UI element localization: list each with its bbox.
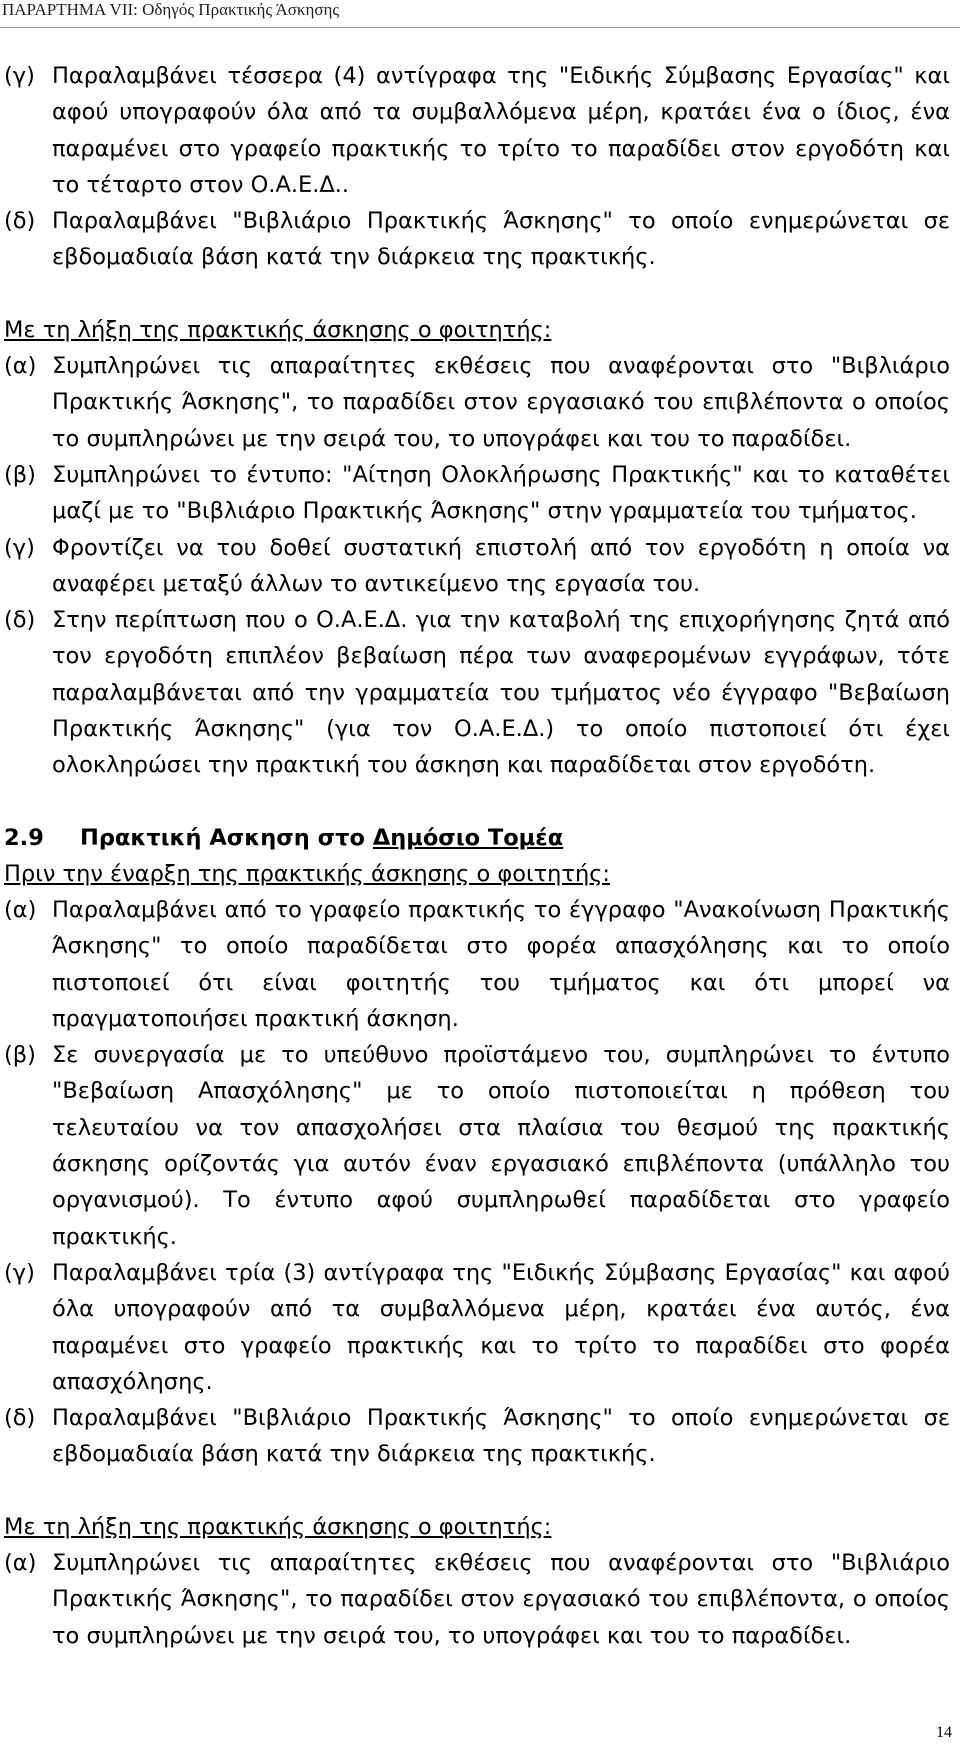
section-title-underlined: Δημόσιο Τομέα	[372, 824, 564, 851]
section-title	[80, 820, 563, 856]
item-label: (α)	[4, 1549, 37, 1576]
list-item	[4, 530, 950, 603]
item-text: Σε συνεργασία με το υπεύθυνο προϊστάμενο του, συμπληρώνει το έντυπο "Βεβαίωση Απασχόλησης" με το οποίο πιστοποιείται η πρόθεση του τελευταίου να τον απασχολήσει στα πλαίσια του θεσμού της πρακτικής άσκησης ορίζοντάς για αυτόν έναν εργασιακό επιβλέποντα (υπάλληλο του οργανισμού). Το έντυπο αφού συμπληρωθεί παραδίδεται στο γραφείο πρακτικής.	[52, 1042, 950, 1250]
list-item	[4, 457, 950, 530]
item-text: Παραλαμβάνει "Βιβλιάριο Πρακτικής Άσκησης" το οποίο ενημερώνεται σε εβδομαδιαία βάση κατά την διάρκεια της πρακτικής.	[52, 1405, 950, 1468]
list-item	[4, 348, 950, 457]
item-text: Φροντίζει να του δοθεί συστατική επιστολή από τον εργοδότη η οποία να αναφέρει μεταξύ άλλων το αντικείμενο της εργασία του.	[52, 534, 950, 597]
spacer	[4, 276, 950, 312]
item-label: (γ)	[4, 534, 35, 561]
item-text: Συμπληρώνει τις απαραίτητες εκθέσεις που αναφέρονται στο "Βιβλιάριο Πρακτικής Άσκησης", το παραδίδει στον εργασιακό του επιβλέποντα ο οποίος το συμπληρώνει με την σειρά του, το υπογράφει και του το παραδίδει.	[52, 353, 950, 452]
list-item	[4, 203, 950, 276]
section-number: 2.9	[4, 824, 44, 851]
item-label: (α)	[4, 353, 37, 380]
item-label: (γ)	[4, 63, 35, 89]
subheading-end-of-internship: Με τη λήξη της πρακτικής άσκησης ο φοιτητής:	[4, 1513, 552, 1540]
item-label: (α)	[4, 896, 37, 923]
item-label: (β)	[4, 1042, 36, 1069]
section-title-prefix: Πρακτική Ασκηση στο	[80, 824, 373, 851]
item-text: Παραλαμβάνει "Βιβλιάριο Πρακτικής Άσκησης" το οποίο ενημερώνεται σε εβδομαδιαία βάση κατά την διάρκεια της πρακτικής.	[52, 208, 950, 271]
item-text: Παραλαμβάνει από το γραφείο πρακτικής το έγγραφο "Ανακοίνωση Πρακτικής Άσκησης" το οποίο παραδίδεται στο φορέα απασχόλησης και το οποίο πιστοποιεί ότι είναι φοιτητής του τμήματος και ότι μπορεί να πραγματοποιήσει πρακτική άσκηση.	[52, 896, 950, 1032]
subheading-end-of-internship: Με τη λήξη της πρακτικής άσκησης ο φοιτητής:	[4, 316, 552, 343]
document-body	[4, 58, 950, 1654]
item-label: (δ)	[4, 607, 36, 634]
list-item	[4, 1545, 950, 1654]
item-label: (γ)	[4, 1259, 35, 1286]
item-text: Παραλαμβάνει τέσσερα (4) αντίγραφα της "Ειδικής Σύμβασης Εργασίας" και αφού υπογραφούν όλα από τα συμβαλλόμενα μέρη, κρατάει ένα ο ίδιος, ένα παραμένει στο γραφείο πρακτικής το τρίτο το παραδίδει στον εργοδότη και το τέταρτο στον Ο.Α.Ε.Δ..	[52, 63, 950, 198]
list-item	[4, 1037, 950, 1255]
item-label: (β)	[4, 461, 36, 488]
item-text: Παραλαμβάνει τρία (3) αντίγραφα της "Ειδικής Σύμβασης Εργασίας" και αφού όλα υπογραφούν από τα συμβαλλόμενα μέρη, κρατάει ένα αυτός, ένα παραμένει στο γραφείο πρακτικής και το τρίτο το παραδίδει στο φορέα απασχόλησης.	[52, 1259, 950, 1395]
spacer	[4, 784, 950, 820]
subheading-before-internship: Πριν την έναρξη της πρακτικής άσκησης ο φοιτητής:	[4, 860, 611, 887]
running-header: ΠΑΡΑΡΤΗΜΑ VII: Οδηγός Πρακτικής Άσκησης	[0, 0, 960, 28]
section-heading	[4, 820, 950, 856]
item-text: Συμπληρώνει τις απαραίτητες εκθέσεις που αναφέρονται στο "Βιβλιάριο Πρακτικής Άσκησης", το παραδίδει στον εργασιακό του επιβλέποντα, ο οποίος το συμπληρώνει με την σειρά του, το υπογράφει και του το παραδίδει.	[52, 1549, 950, 1649]
list-item	[4, 892, 950, 1037]
spacer	[4, 1473, 950, 1509]
item-text: Συμπληρώνει το έντυπο: "Αίτηση Ολοκλήρωσης Πρακτικής" και το καταθέτει μαζί με το "Βιβλιάριο Πρακτικής Άσκησης" στην γραμματεία του τμήματος.	[52, 461, 950, 525]
list-item	[4, 1255, 950, 1400]
list-item	[4, 602, 950, 783]
item-label: (δ)	[4, 208, 36, 235]
item-label: (δ)	[4, 1405, 36, 1432]
list-item	[4, 1400, 950, 1473]
list-item	[4, 58, 950, 203]
item-text: Στην περίπτωση που ο Ο.Α.Ε.Δ. για την καταβολή της επιχορήγησης ζητά από τον εργοδότη επιπλέον βεβαίωση πέρα των αναφερομένων εγγράφων, τότε παραλαμβάνεται από την γραμματεία του τμήματος νέο έγγραφο "Βεβαίωση Πρακτικής Άσκησης" (για τον Ο.Α.Ε.Δ.) το οποίο πιστοποιεί ότι έχει ολοκληρώσει την πρακτική του άσκηση και παραδίδεται στον εργοδότη.	[52, 607, 950, 779]
page-number: 14	[936, 1724, 952, 1741]
